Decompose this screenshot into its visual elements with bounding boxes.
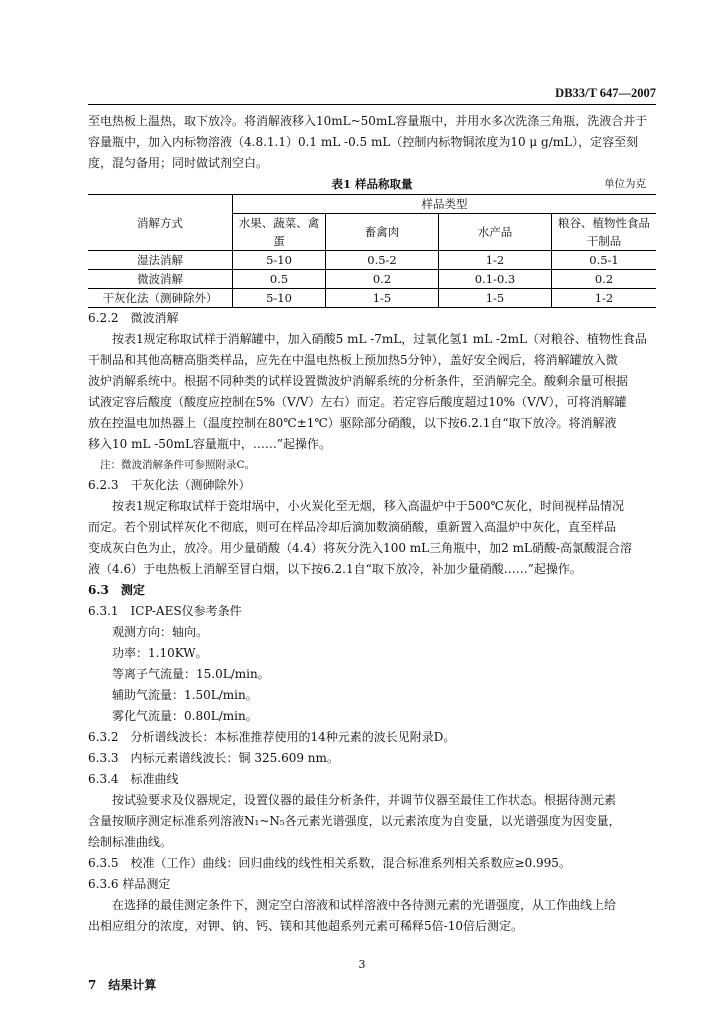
paragraph-line: 按表1规定称取试样于瓷坩埚中，小火炭化至无烟，移入高温炉中于500℃灰化，时间视样品情况 xyxy=(112,499,624,513)
table-title: 表1 样品称取量 xyxy=(331,177,413,191)
condition-item: 等离子气流量：15.0L/min。 xyxy=(112,667,270,681)
table-cell: 5-10 xyxy=(233,289,326,308)
section-6-3-3: 6.3.3 内标元素谱线波长：铜 325.609 nm。 xyxy=(88,751,339,765)
paragraph-line: 试液定容后酸度（酸度应控制在5%（V/V）左右）而定。若定容后酸度超过10%（V/V），可将消解罐 xyxy=(88,395,627,409)
sample-weight-table xyxy=(88,194,656,308)
document-code: DB33/T 647—2007 xyxy=(555,86,656,100)
table-row xyxy=(88,270,656,289)
page-number: 3 xyxy=(358,958,366,971)
col-header-grain-dried: 粮谷、植物性食品干制品 xyxy=(552,214,657,251)
condition-item: 观测方向：轴向。 xyxy=(112,625,209,639)
paragraph-line: 波炉消解系统中。根据不同种类的试样设置微波炉消解系统的分析条件，至消解完全。酸剩余量可根据 xyxy=(88,374,629,388)
paragraph-line: 变成灰白色为止，放冷。用少量硝酸（4.4）将灰分洗入100 mL三角瓶中，加2 mL硝酸-高氯酸混合溶 xyxy=(88,541,633,555)
col-header-fruit-veg-egg: 水果、蔬菜、禽蛋 xyxy=(233,214,326,251)
paragraph-line: 绘制标准曲线。 xyxy=(88,835,173,849)
section-heading-7: 7 结果计算 xyxy=(88,978,157,992)
section-heading-6-3-6: 6.3.6 样品测定 xyxy=(88,877,171,891)
table-cell-method: 微波消解 xyxy=(88,270,233,289)
intro-line-2: 容量瓶中，加入内标物溶液（4.8.1.1）0.1 mL -0.5 mL（控制内标物铜浓度为10 μ g/mL），定容至刻 xyxy=(88,135,639,149)
paragraph-line: 在选择的最佳测定条件下，测定空白溶液和试样溶液中各待测元素的光谱强度，从工作曲线上给 xyxy=(112,898,617,912)
table-cell: 0.5-1 xyxy=(552,251,657,270)
condition-item: 辅助气流量：1.50L/min。 xyxy=(112,688,258,702)
table-caption xyxy=(88,174,656,194)
table-cell: 0.2 xyxy=(326,270,439,289)
section-6-3-2: 6.3.2 分析谱线波长：本标准推荐使用的14种元素的波长见附录D。 xyxy=(88,730,456,744)
table-cell: 1-2 xyxy=(439,251,552,270)
paragraph-line: 按表1规定称取试样于消解罐中，加入硝酸5 mL -7mL，过氧化氢1 mL -2mL（对粮谷、植物性食品 xyxy=(112,332,647,346)
section-heading-6-3-4: 6.3.4 标准曲线 xyxy=(88,772,179,786)
section-heading-6-2-3: 6.2.3 干灰化法（测砷除外） xyxy=(88,478,251,492)
table-cell-method: 干灰化法（测砷除外） xyxy=(88,289,233,308)
table-row xyxy=(88,289,656,308)
paragraph-line: 移入10 mL -50mL容量瓶中，……”起操作。 xyxy=(88,437,332,451)
paragraph-line: 而定。若个别试样灰化不彻底，则可在样品冷却后滴加数滴硝酸，重新置入高温炉中灰化，直至样品 xyxy=(88,520,617,534)
table-cell: 1-5 xyxy=(439,289,552,308)
page-body xyxy=(88,111,656,996)
paragraph-line: 含量按顺序测定标准系列溶液N₁~N₅各元素光谱强度，以元素浓度为自变量，以光谱强度为因变量， xyxy=(88,814,621,828)
col-header-aquatic: 水产品 xyxy=(439,214,552,251)
section-6-3-5: 6.3.5 校准（工作）曲线：回归曲线的线性相关系数，混合标准系列相关系数应≥0.995。 xyxy=(88,856,571,870)
intro-line-1: 至电热板上温热，取下放冷。将消解液移入10mL~50mL容量瓶中，并用水多次洗涤三角瓶，洗液合并于 xyxy=(88,114,648,128)
table-cell: 5-10 xyxy=(233,251,326,270)
header-rule xyxy=(88,104,656,105)
group-header-sample-type: 样品类型 xyxy=(233,195,657,214)
note-microwave: 注：微波消解条件可参照附录C。 xyxy=(100,459,256,471)
table-cell: 0.5-2 xyxy=(326,251,439,270)
intro-line-3: 度，混匀备用；同时做试剂空白。 xyxy=(88,156,269,170)
table-row xyxy=(88,251,656,270)
paragraph-line: 液（4.6）于电热板上消解至冒白烟，以下按6.2.1自“取下放冷，补加少量硝酸……”起操作。 xyxy=(88,562,582,576)
condition-item: 雾化气流量：0.80L/min。 xyxy=(112,709,258,723)
paragraph-line: 出相应组分的浓度，对钾、钠、钙、镁和其他超系列元素可稀释5倍-10倍后测定。 xyxy=(88,919,523,933)
section-heading-6-3: 6.3 测定 xyxy=(88,583,145,597)
table-cell: 0.1-0.3 xyxy=(439,270,552,289)
col-header-meat: 畜禽肉 xyxy=(326,214,439,251)
condition-item: 功率：1.10KW。 xyxy=(112,646,208,660)
row-header-method: 消解方式 xyxy=(88,195,233,251)
table-cell: 1-2 xyxy=(552,289,657,308)
table-cell: 0.5 xyxy=(233,270,326,289)
section-heading-6-3-1: 6.3.1 ICP-AES仪参考条件 xyxy=(88,604,242,618)
paragraph-line: 干制品和其他高糖高脂类样品，应先在中温电热板上预加热5分钟），盖好安全阀后，将消解罐放入微 xyxy=(88,353,618,367)
paragraph-line: 按试验要求及仪器规定，设置仪器的最佳分析条件，并调节仪器至最佳工作状态。根据待测元素 xyxy=(112,793,617,807)
table-cell: 1-5 xyxy=(326,289,439,308)
table-cell-method: 湿法消解 xyxy=(88,251,233,270)
table-cell: 0.2 xyxy=(552,270,657,289)
table-unit: 单位为克 xyxy=(604,178,646,190)
section-heading-6-2-2: 6.2.2 微波消解 xyxy=(88,311,179,325)
paragraph-line: 放在控温电加热器上（温度控制在80℃±1℃）驱除部分硝酸，以下按6.2.1自“取下放冷。将消解液 xyxy=(88,416,617,430)
